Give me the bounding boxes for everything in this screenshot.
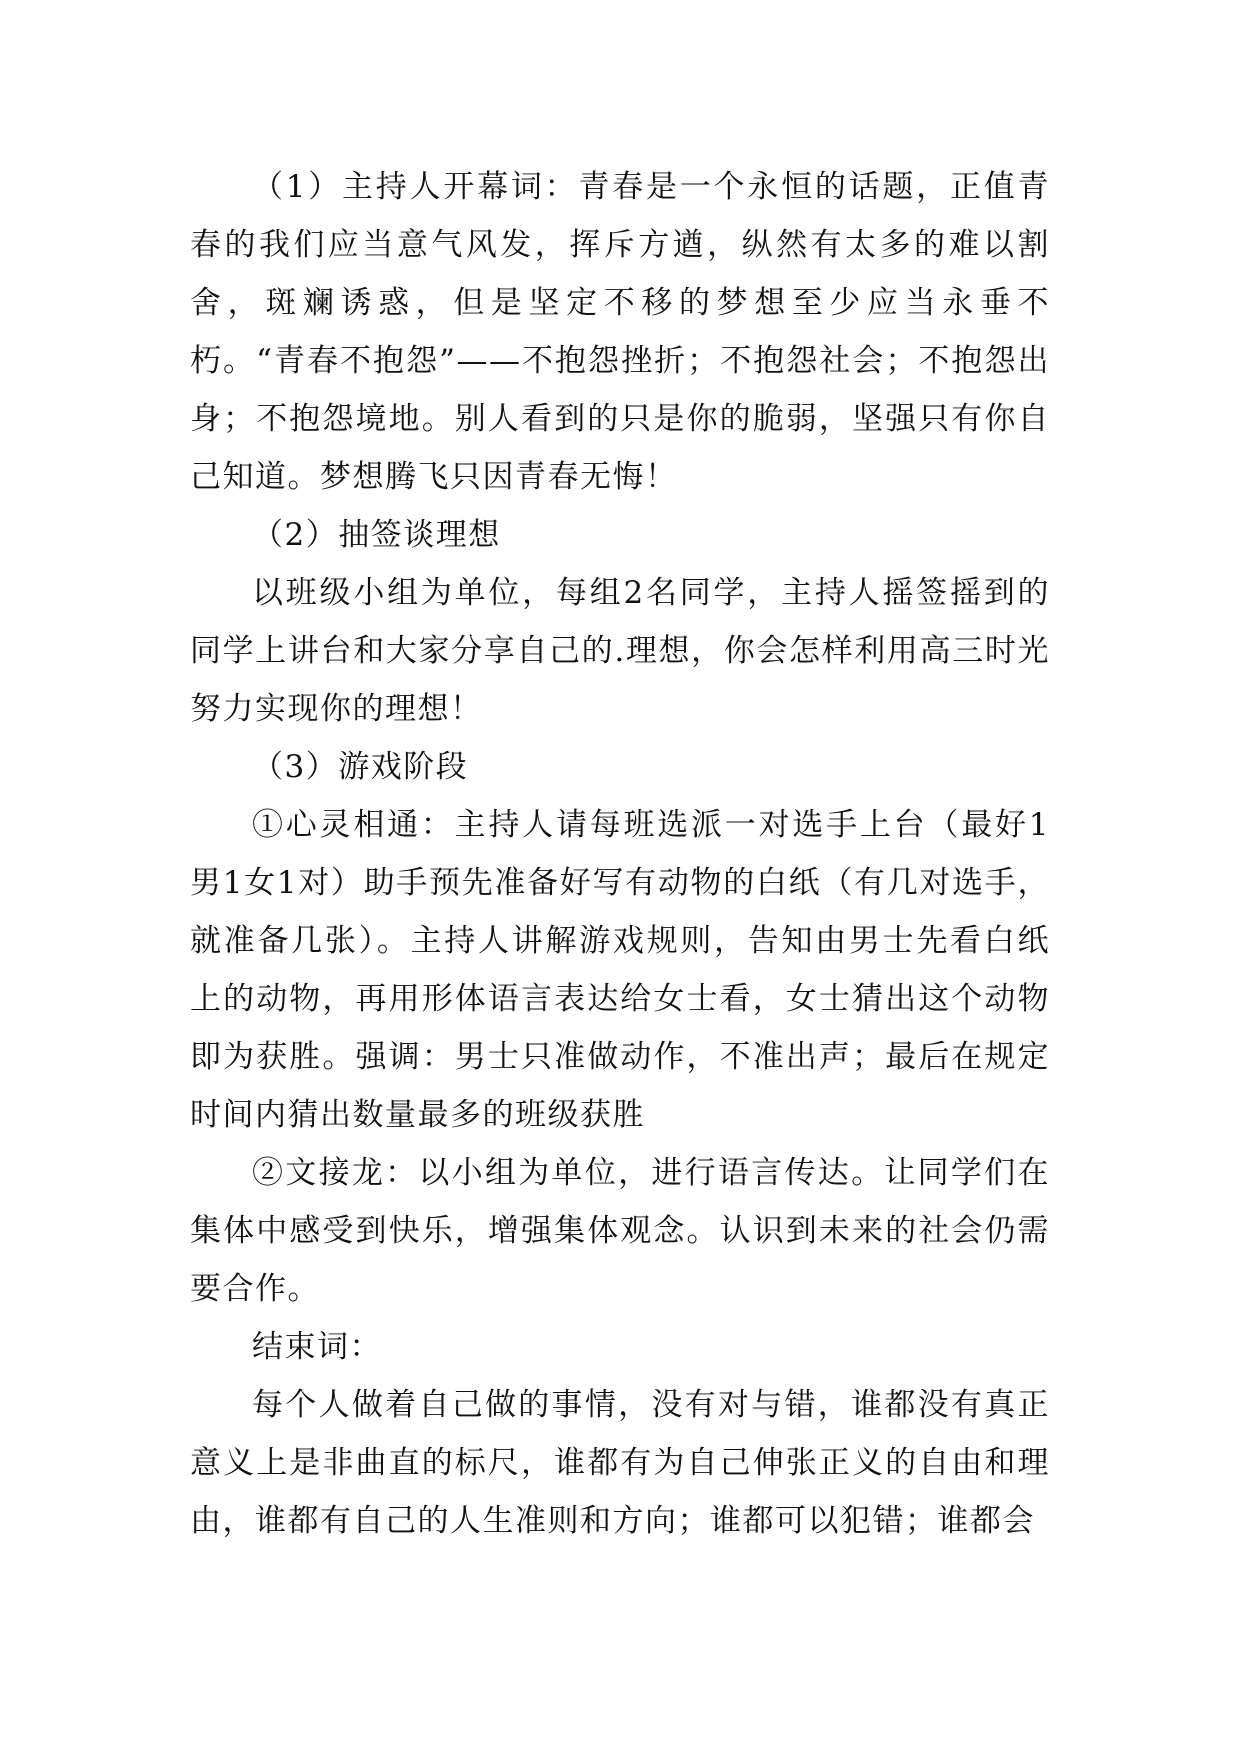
paragraph-game-relay: ②文接龙：以小组为单位，进行语言传达。让同学们在集体中感受到快乐，增强集体观念。认识到未来的社会仍需要合作。 xyxy=(190,1155,1050,1307)
paragraph-closing-speech: 每个人做着自己做的事情，没有对与错，谁都没有真正意义上是非曲直的标尺，谁都有为自己伸张正义的自由和理由，谁都有自己的人生准则和方向；谁都可以犯错；谁都会 xyxy=(190,1387,1050,1539)
paragraph-lottery-description: 以班级小组为单位，每组2名同学，主持人摇签摇到的同学上讲台和大家分享自己的.理想，你会怎样利用高三时光努力实现你的理想！ xyxy=(190,575,1050,727)
paragraph-heading-closing: 结束词： xyxy=(252,1329,382,1365)
paragraph-heading-game: （3）游戏阶段 xyxy=(252,749,469,785)
document-body xyxy=(190,158,1050,1550)
paragraph-heading-lottery: （2）抽签谈理想 xyxy=(252,517,501,553)
paragraph-game-telepathy: ①心灵相通：主持人请每班选派一对选手上台（最好1男1女1对）助手预先准备好写有动物的白纸（有几对选手，就准备几张）。主持人讲解游戏规则，告知由男士先看白纸上的动物，再用形体语言表达给女士看，女士猜出这个动物即为获胜。强调：男士只准做动作，不准出声；最后在规定时间内猜出数量最多的班级获胜 xyxy=(190,807,1050,1133)
paragraph-opening-speech: （1）主持人开幕词：青春是一个永恒的话题，正值青春的我们应当意气风发，挥斥方遒，纵然有太多的难以割舍，斑斓诱惑，但是坚定不移的梦想至少应当永垂不朽。“青春不抱怨”——不抱怨挫折；不抱怨社会；不抱怨出身；不抱怨境地。别人看到的只是你的脆弱，坚强只有你自己知道。梦想腾飞只因青春无悔！ xyxy=(190,169,1050,495)
